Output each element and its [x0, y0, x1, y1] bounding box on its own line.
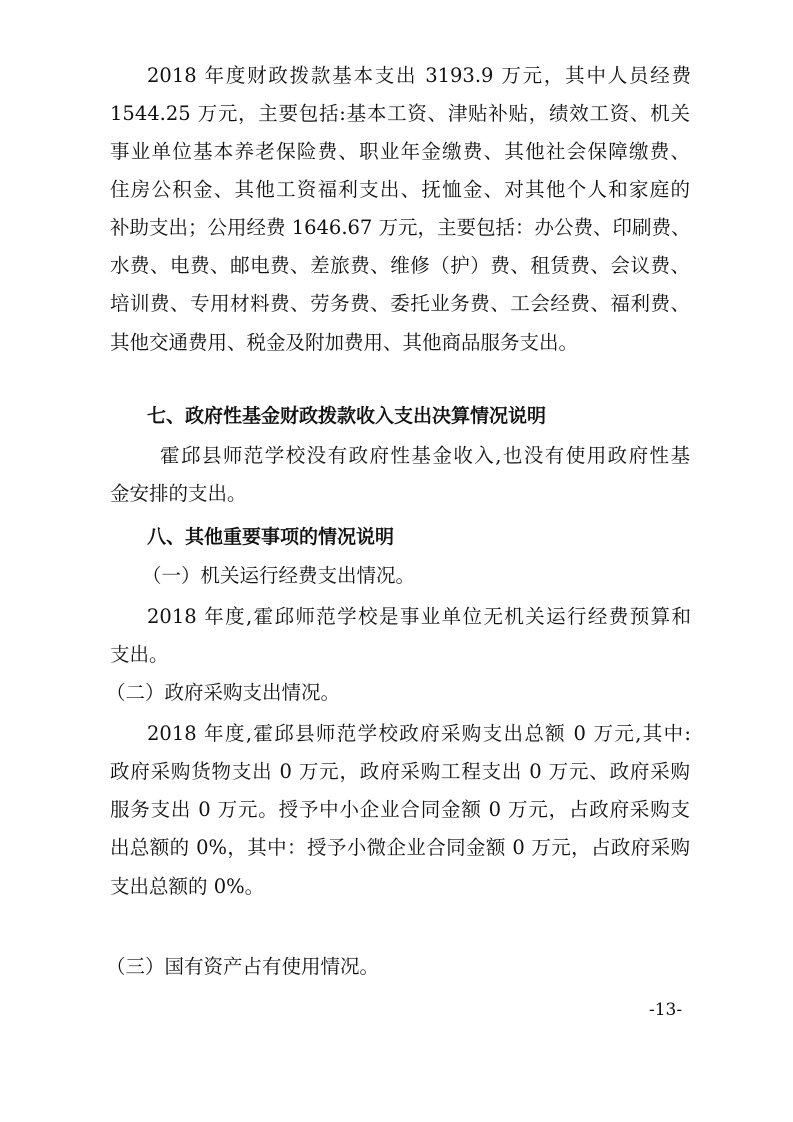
subsection-heading: （三）国有资产占有使用情况。 — [106, 955, 380, 978]
paragraph-line: 2018 年度,霍邱师范学校是事业单位无机关运行经费预算和 — [147, 605, 691, 628]
paragraph-line: 补助支出；公用经费 1646.67 万元，主要包括：办公费、印刷费、 — [110, 216, 691, 239]
section-heading: 八、其他重要事项的情况说明 — [147, 526, 395, 548]
paragraph-line: 1544.25 万元，主要包括:基本工资、津贴补贴，绩效工资、机关 — [110, 102, 690, 125]
paragraph-line: 住房公积金、其他工资福利支出、抚恤金、对其他个人和家庭的 — [110, 178, 690, 201]
paragraph-line: 霍邱县师范学校没有政府性基金收入,也没有使用政府性基 — [160, 444, 690, 467]
subsection-heading: （一）机关运行经费支出情况。 — [142, 564, 416, 587]
paragraph-line: 其他交通费用、税金及附加费用、其他商品服务支出。 — [110, 331, 579, 354]
paragraph-line: 培训费、专用材料费、劳务费、委托业务费、工会经费、福利费、 — [110, 292, 690, 315]
paragraph-line: 支出总额的 0%。 — [110, 875, 265, 898]
paragraph-line: 金安排的支出。 — [110, 482, 247, 505]
paragraph-line: 水费、电费、邮电费、差旅费、维修（护）费、租赁费、会议费、 — [110, 254, 690, 277]
paragraph-line: 出总额的 0%，其中：授予小微企业合同金额 0 万元，占政府采购 — [110, 836, 690, 859]
paragraph-line: 服务支出 0 万元。授予中小企业合同金额 0 万元，占政府采购支 — [110, 798, 690, 821]
paragraph-line: 支出。 — [110, 643, 169, 666]
paragraph-line: 2018 年度,霍邱县师范学校政府采购支出总额 0 万元,其中: — [147, 722, 691, 745]
paragraph-line: 事业单位基本养老保险费、职业年金缴费、其他社会保障缴费、 — [110, 140, 690, 163]
paragraph-line: 2018 年度财政拨款基本支出 3193.9 万元，其中人员经费 — [147, 64, 691, 87]
subsection-heading: （二）政府采购支出情况。 — [106, 681, 341, 704]
page-number: -13- — [649, 1000, 683, 1020]
paragraph-line: 政府采购货物支出 0 万元，政府采购工程支出 0 万元、政府采购 — [110, 760, 690, 783]
section-heading: 七、政府性基金财政拨款收入支出决算情况说明 — [147, 405, 547, 427]
